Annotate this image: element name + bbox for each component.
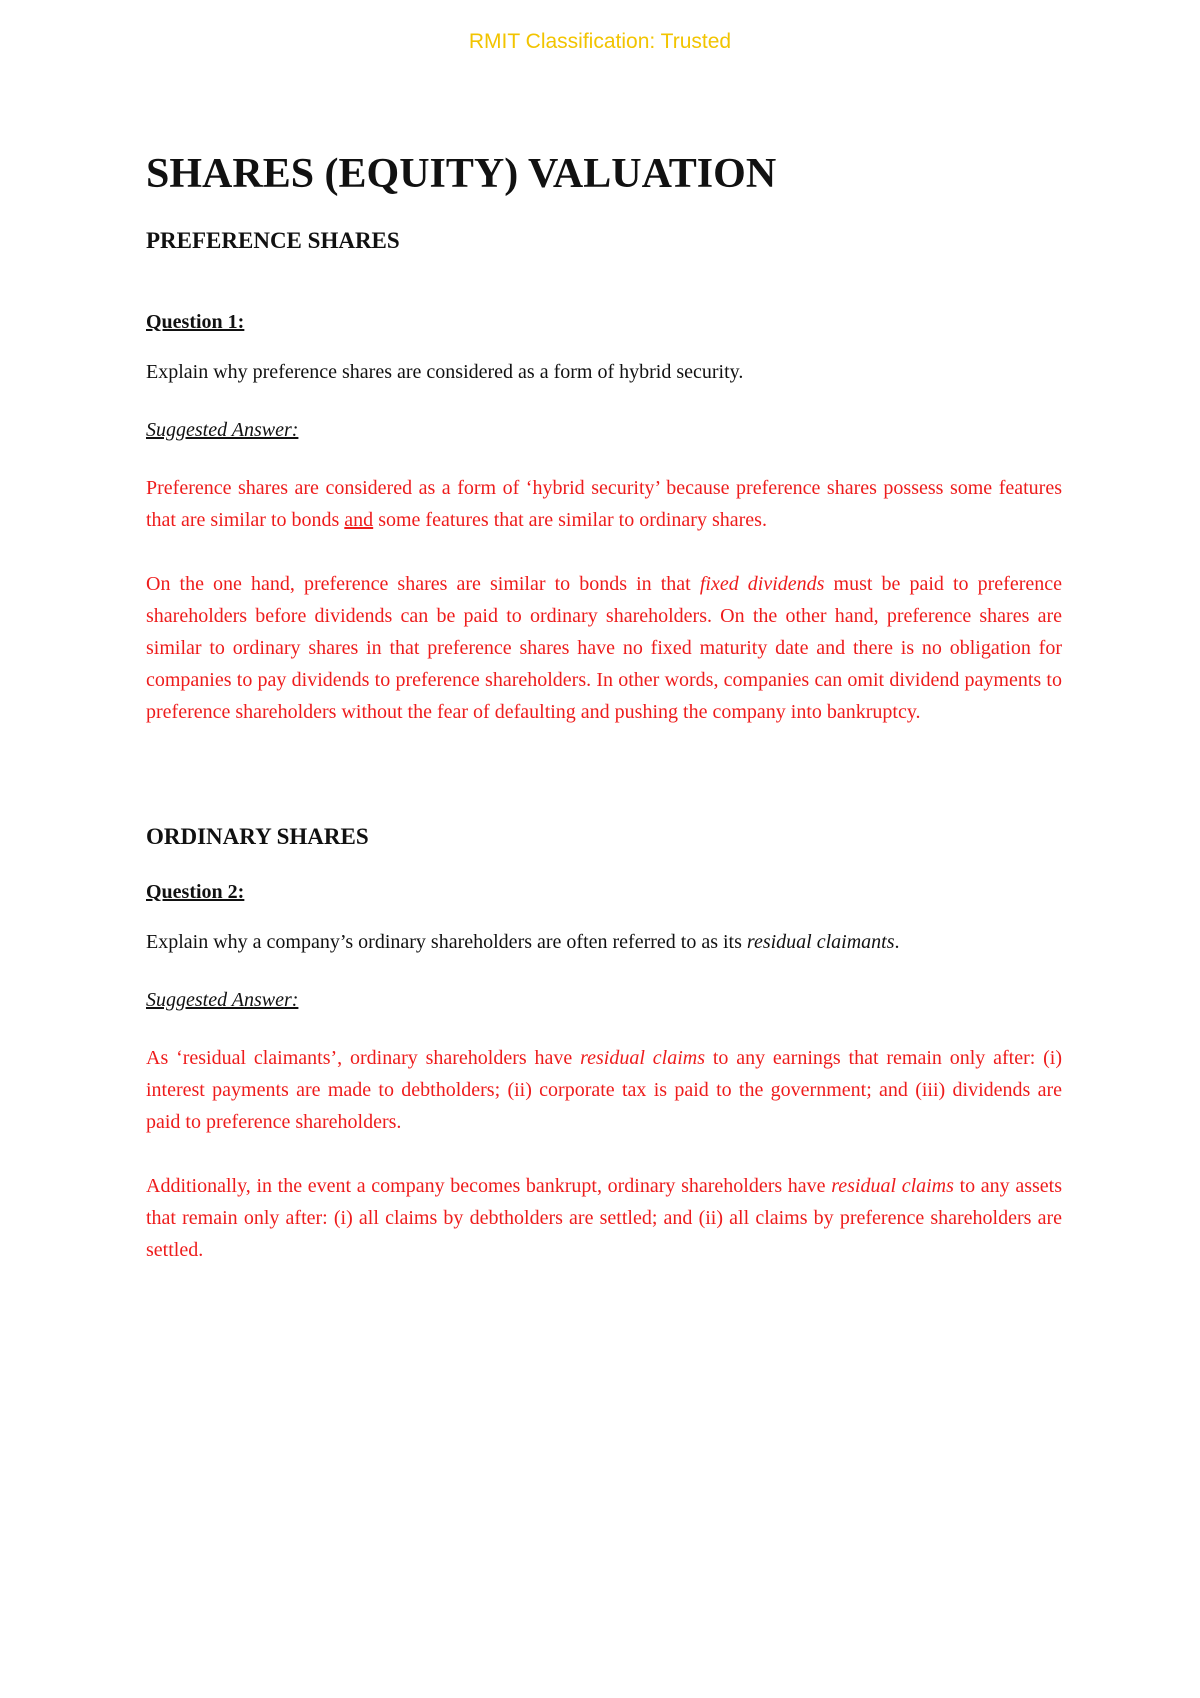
answer-1-p2-text-a: On the one hand, preference shares are similar to bonds in that (146, 573, 700, 595)
answer-2-p1-text-a: As ‘residual claimants’, ordinary shareholders have (146, 1047, 581, 1069)
answer-2-p2-emphasis-residual-claims: residual claims (831, 1175, 954, 1197)
section-heading-preference-shares: PREFERENCE SHARES (146, 228, 400, 253)
answer-1-paragraph-1 (146, 472, 1062, 536)
suggested-answer-1-label: Suggested Answer: (146, 419, 299, 441)
question-2-emphasis-residual-claimants: residual claimants (746, 931, 895, 953)
answer-1-p1-text-a: Preference shares are considered as a form of ‘hybrid security’ because preference shares possess some features that are similar to bonds (146, 477, 1062, 531)
document-title: SHARES (EQUITY) VALUATION (146, 151, 777, 197)
answer-2-p2-text-c: to any assets that remain only after: (i) all claims by debtholders are settled; and (ii) all claims by preference shareholders are settled. (146, 1175, 1063, 1261)
answer-2-p1-text-c: to any earnings that remain only after: (i) interest payments are made to debtholders; (ii) corporate tax is paid to the government; and (iii) dividends are paid to preference shareholders. (146, 1047, 1063, 1133)
question-2-label: Question 2: (146, 881, 245, 903)
answer-2-paragraph-1 (146, 1042, 1062, 1138)
question-1-label: Question 1: (146, 311, 245, 333)
suggested-answer-2-label: Suggested Answer: (146, 989, 299, 1011)
question-1-text: Explain why preference shares are considered as a form of hybrid security. (146, 361, 744, 383)
question-2-text (146, 926, 1062, 958)
document-page (146, 148, 1062, 1266)
answer-1-p1-emphasis-and: and (344, 509, 374, 531)
classification-header: RMIT Classification: Trusted (468, 30, 732, 53)
answer-1-paragraph-2 (146, 568, 1062, 728)
answer-2-paragraph-2 (146, 1170, 1062, 1266)
answer-2-p2-text-a: Additionally, in the event a company becomes bankrupt, ordinary shareholders have (146, 1175, 832, 1197)
question-2-text-a: Explain why a company’s ordinary shareholders are often referred to as its (146, 931, 747, 953)
section-heading-ordinary-shares: ORDINARY SHARES (146, 824, 369, 849)
question-2-text-c: . (894, 931, 900, 953)
answer-1-p2-text-c: must be paid to preference shareholders before dividends can be paid to ordinary shareholders. On the other hand, preference shares are similar to ordinary shares in that preference shares have no fixed maturity date and there is no obligation for companies to pay dividends to preference shareholders. In other words, companies can omit dividend payments to preference shareholders without the fear of defaulting and pushing the company into bankruptcy. (146, 573, 1062, 723)
answer-1-p1-text-c: some features that are similar to ordinary shares. (373, 509, 767, 531)
answer-2-p1-emphasis-residual-claims: residual claims (580, 1047, 705, 1069)
answer-1-p2-emphasis-fixed-dividends: fixed dividends (699, 573, 825, 595)
